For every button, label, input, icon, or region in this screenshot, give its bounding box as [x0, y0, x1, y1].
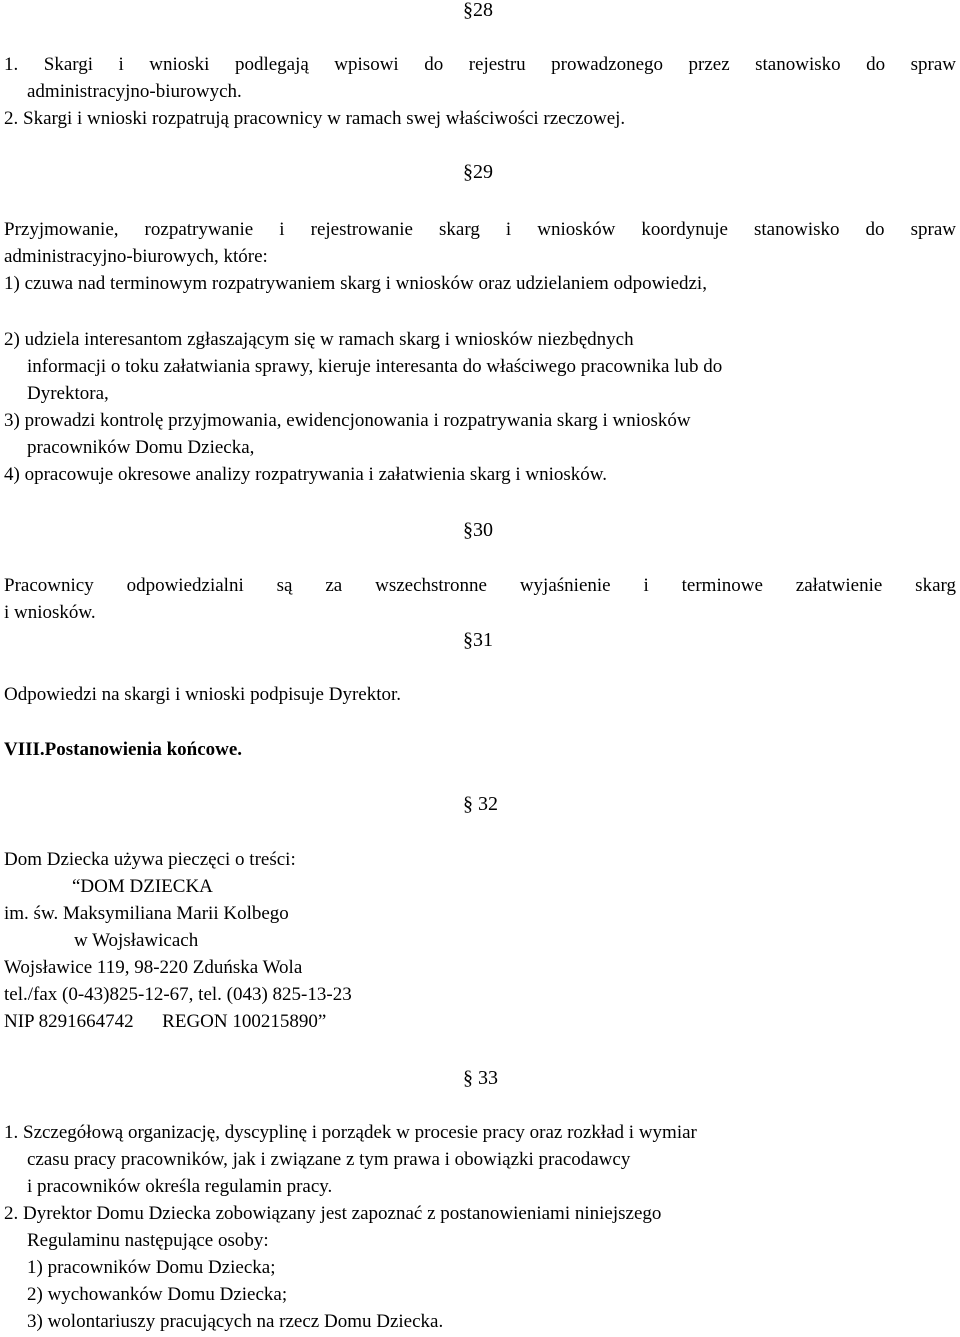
s28-line-1: 1. Skargi i wnioski podlegają wpisowi do rejestru prowadzonego przez stanowisko do spraw [4, 54, 956, 75]
s29-line-2: administracyjno-biurowych, które: [4, 246, 268, 267]
s33-line-2: czasu pracy pracowników, jak i związane z tym prawa i obowiązki pracodawcy [27, 1149, 631, 1170]
s29-item-1: 1) czuwa nad terminowym rozpatrywaniem skarg i wniosków oraz udzielaniem odpowiedzi, [4, 273, 707, 294]
stamp-line-6: NIP 8291664742 REGON 100215890” [4, 1011, 327, 1032]
s29-item-2-cont-2: Dyrektora, [27, 383, 109, 404]
s30-line-2: i wniosków. [4, 602, 96, 623]
chapter-heading: VIII.Postanowienia końcowe. [4, 739, 243, 760]
s33-line-5: Regulaminu następujące osoby: [27, 1230, 269, 1251]
s28-line-3: 2. Skargi i wnioski rozpatrują pracownicy w ramach swej właściwości rzeczowej. [4, 108, 626, 129]
s29-item-4: 4) opracowuje okresowe analizy rozpatrywania i załatwienia skarg i wniosków. [4, 464, 608, 485]
s28-line-2: administracyjno-biurowych. [27, 81, 242, 102]
s29-item-2: 2) udziela interesantom zgłaszającym się w ramach skarg i wniosków niezbędnych [4, 329, 634, 350]
s29-item-2-cont-1: informacji o toku załatwiania sprawy, kieruje interesanta do właściwego pracownika lub do [27, 356, 723, 377]
s31-line-1: Odpowiedzi na skargi i wnioski podpisuje Dyrektor. [4, 684, 402, 705]
s30-line-1: Pracownicy odpowiedzialni są za wszechstronne wyjaśnienie i terminowe załatwienie skarg [4, 575, 956, 596]
stamp-line-4: Wojsławice 119, 98-220 Zduńska Wola [4, 957, 303, 978]
s29-item-3-cont: pracowników Domu Dziecka, [27, 437, 255, 458]
s33-line-4: 2. Dyrektor Domu Dziecka zobowiązany jest zapoznać z postanowieniami niniejszego [4, 1203, 662, 1224]
s29-line-1: Przyjmowanie, rozpatrywanie i rejestrowanie skarg i wniosków koordynuje stanowisko do spraw [4, 219, 956, 240]
s29-item-3: 3) prowadzi kontrolę przyjmowania, ewidencjonowania i rozpatrywania skarg i wniosków [4, 410, 691, 431]
s33-line-3: i pracowników określa regulamin pracy. [27, 1176, 333, 1197]
stamp-line-3: w Wojsławicach [74, 930, 199, 951]
section-number-29: §29 [463, 161, 493, 183]
s33-item-3: 3) wolontariuszy pracujących na rzecz Domu Dziecka. [27, 1311, 444, 1332]
stamp-line-2: im. św. Maksymiliana Marii Kolbego [4, 903, 289, 924]
section-number-30: §30 [463, 519, 493, 541]
s33-item-2: 2) wychowanków Domu Dziecka; [27, 1284, 288, 1305]
s33-item-1: 1) pracowników Domu Dziecka; [27, 1257, 276, 1278]
s33-line-1: 1. Szczegółową organizację, dyscyplinę i porządek w procesie pracy oraz rozkład i wymiar [4, 1122, 697, 1143]
section-number-28: §28 [463, 0, 493, 21]
section-number-31: §31 [463, 629, 493, 651]
stamp-line-5: tel./fax (0-43)825-12-67, tel. (043) 825-13-23 [4, 984, 352, 1005]
s32-line-1: Dom Dziecka używa pieczęci o treści: [4, 849, 296, 870]
section-number-32: § 32 [463, 793, 498, 815]
section-number-33: § 33 [463, 1067, 498, 1089]
stamp-line-1: “DOM DZIECKA [72, 876, 213, 897]
